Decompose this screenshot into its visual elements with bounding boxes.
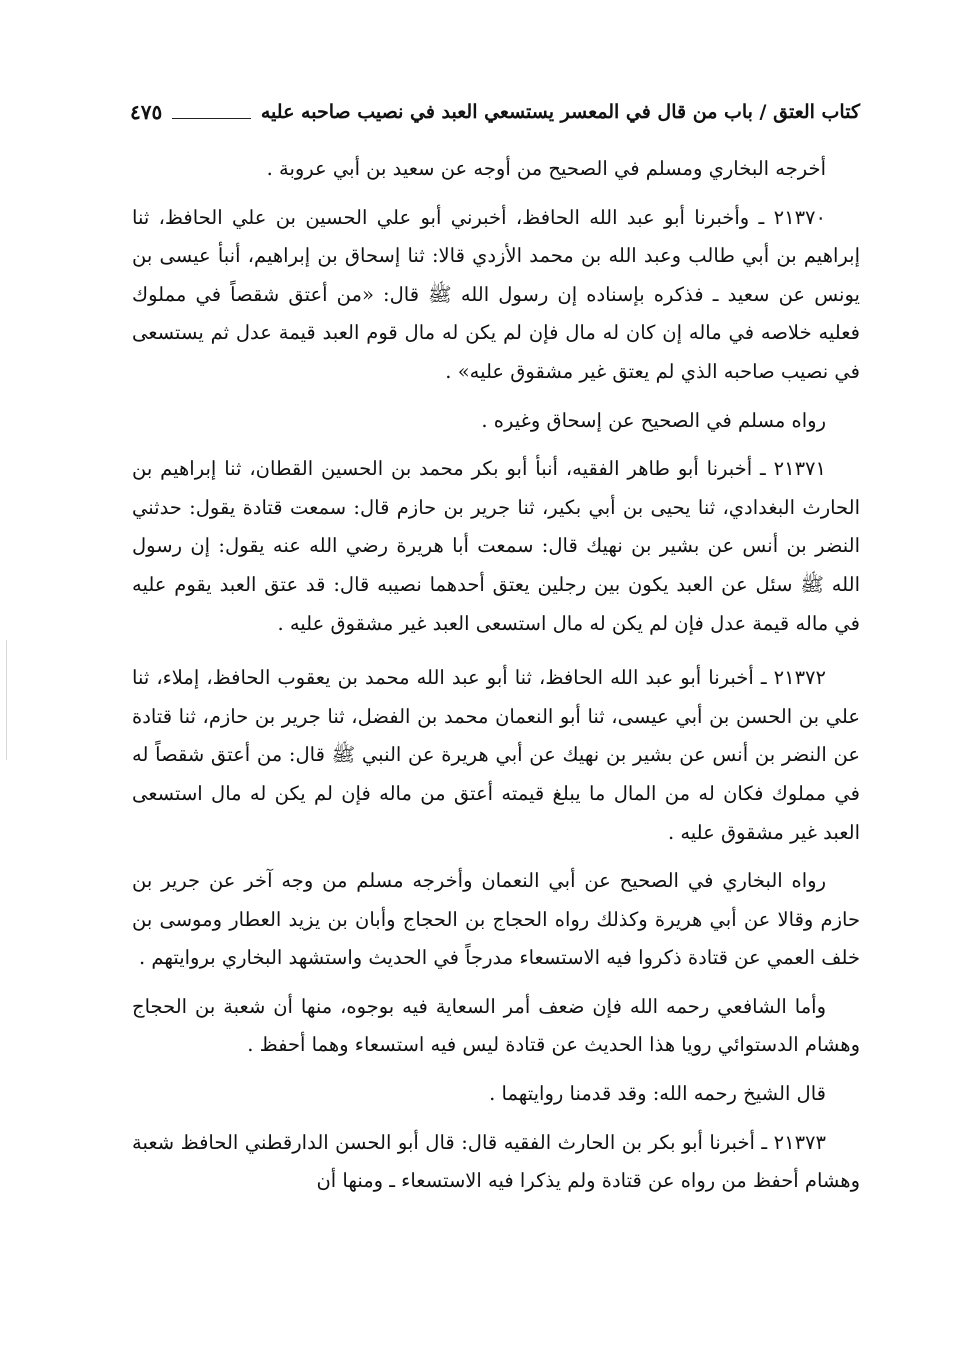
page-number: ٤٧٥ — [130, 100, 163, 124]
paragraph: أخرجه البخاري ومسلم في الصحيح من أوجه عن سعيد بن أبي عروبة . — [266, 157, 826, 180]
paragraph: وأما الشافعي رحمه الله فإن ضعف أمر السعاية فيه بوجوه، منها أن شعبة بن الحجاج وهشام الدستوائي رويا هذا الحديث عن قتادة ليس فيه استسعاء وهما أحفظ . — [132, 994, 860, 1057]
hadith-21370: ٢١٣٧٠ ـ وأخبرنا أبو عبد الله الحافظ، أخبرني أبو علي الحسين بن علي الحافظ، ثنا إبراهيم بن أبي طالب وعبد الله بن محمد الأزدي قالا: ثنا إسحاق بن إبراهيم، أنبأ عيسى بن يونس عن سعيد ـ فذكره بإسناده إن رسول الله ﷺ قال: «من أعتق شقصاً في مملوك فعليه خلاصه في ماله إن كان له مال فإن لم يكن له مال قوم العبد قيمة عدل ثم يستسعى في نصيب صاحبه الذي لم يعتق غير مشقوق عليه» . — [132, 205, 860, 383]
page-body — [132, 150, 860, 1211]
hadith-21371: ٢١٣٧١ ـ أخبرنا أبو طاهر الفقيه، أنبأ أبو بكر محمد بن الحسين القطان، ثنا إبراهيم بن الحارث البغدادي، ثنا يحيى بن أبي بكير، ثنا جرير بن حازم قال: سمعت قتادة يقول: حدثني النضر بن أنس عن بشير بن نهيك قال: سمعت أبا هريرة رضي الله عنه يقول: إن رسول الله ﷺ سئل عن العبد يكون بين رجلين يعتق أحدهما نصيبه قال: قد عتق العبد يقوم عليه في ماله قيمة عدل فإن لم يكن له مال استسعى العبد غير مشقوق عليه . — [132, 457, 860, 635]
paragraph: رواه مسلم في الصحيح عن إسحاق وغيره . — [481, 408, 826, 432]
hadith-21373: ٢١٣٧٣ ـ أخبرنا أبو بكر بن الحارث الفقيه قال: قال أبو الحسن الدارقطني الحافظ شعبة وهشام أحفظ من رواه عن قتادة ولم يذكرا فيه الاستسعاء ـ ومنها أن — [132, 1130, 860, 1193]
running-header — [130, 92, 860, 132]
paragraph: قال الشيخ رحمه الله: وقد قدمنا روايتهما . — [489, 1082, 826, 1106]
hadith-21372: ٢١٣٧٢ ـ أخبرنا أبو عبد الله الحافظ، ثنا أبو عبد الله محمد بن يعقوب الحافظ، إملاء، ثنا علي بن الحسن بن أبي عيسى، ثنا أبو النعمان محمد بن الفضل، ثنا جرير بن حازم، ثنا قتادة عن النضر بن أنس عن بشير بن نهيك عن أبي هريرة عن النبي ﷺ قال: من أعتق شقصاً له في مملوك فكان له من المال ما يبلغ قيمته أعتق من ماله فإن لم يكن له مال استسعى العبد غير مشقوق عليه . — [132, 666, 860, 844]
paragraph: رواه البخاري في الصحيح عن أبي النعمان وأخرجه مسلم من وجه آخر عن جرير بن حازم وقالا عن أبي هريرة وكذلك رواه الحجاج بن الحجاج وأبان بن يزيد العطار وموسى بن خلف العمي عن قتادة ذكروا فيه الاستسعاء مدرجاً في الحديث واستشهد البخاري بروايتهم . — [132, 869, 860, 970]
scan-edge-line — [6, 640, 7, 760]
header-rule — [172, 118, 251, 119]
chapter-title: كتاب العتق / باب من قال في المعسر يستسعي العبد في نصيب صاحبه عليه — [260, 101, 860, 123]
